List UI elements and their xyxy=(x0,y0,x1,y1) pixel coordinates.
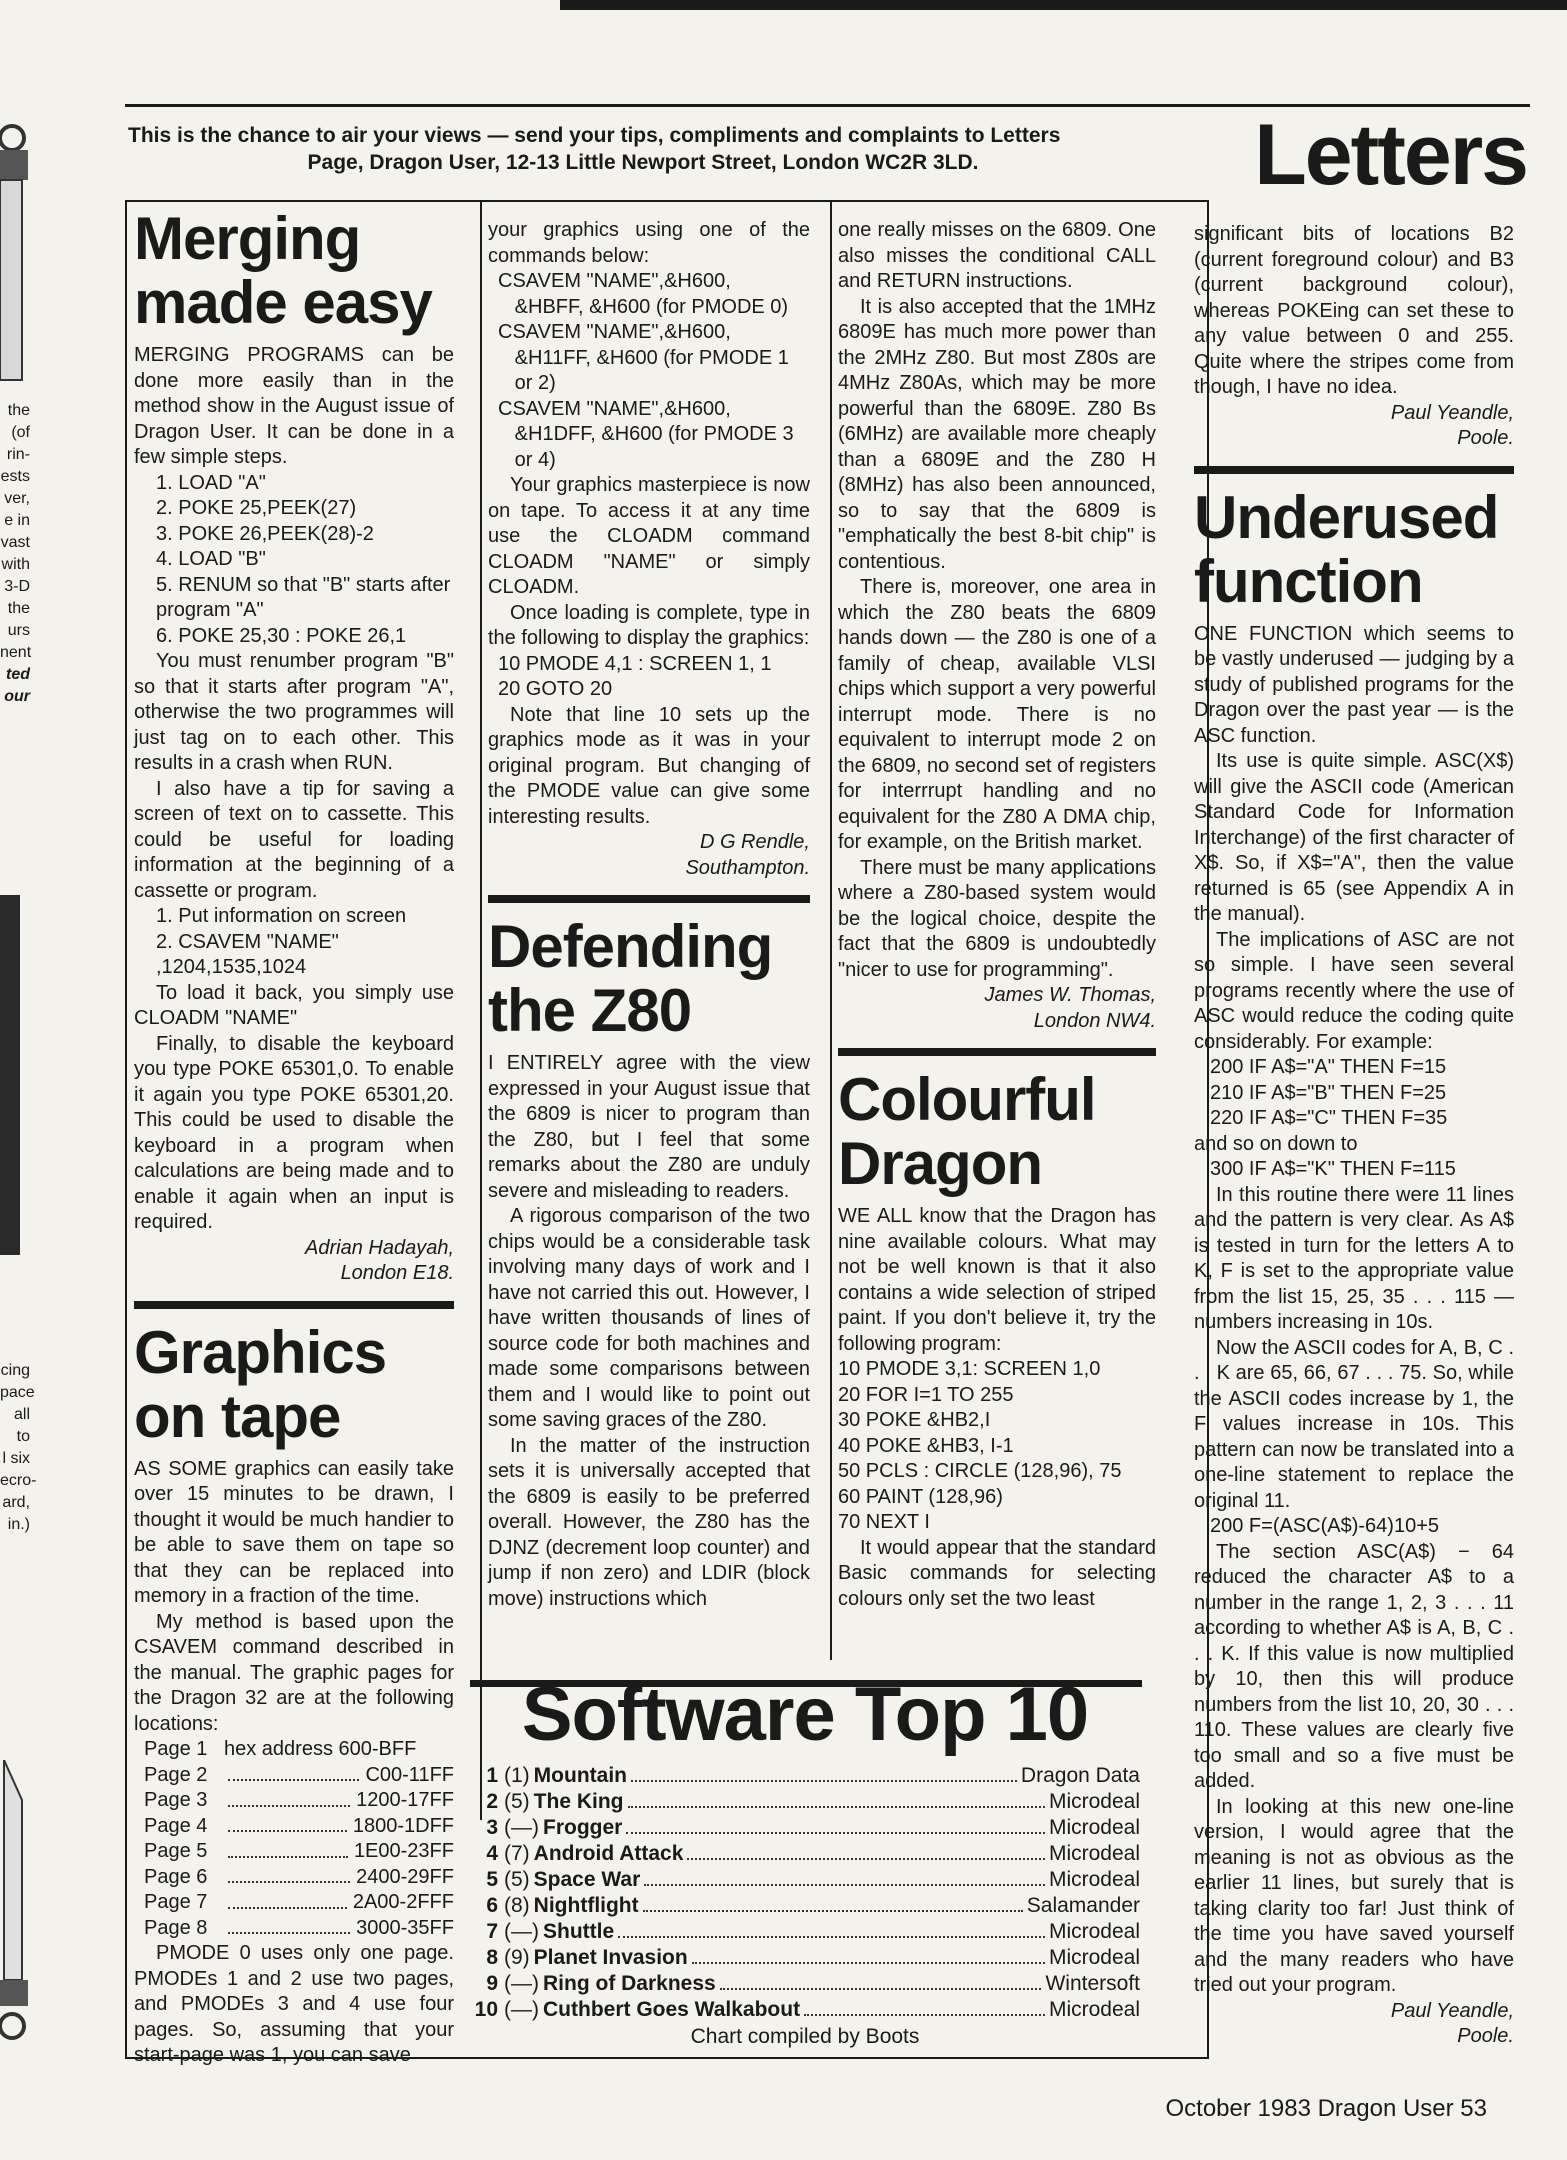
paragraph: MERGING PROGRAMS can be done more easily than in the method show in the August issue of Dragon User. It can be done in a few simple steps. xyxy=(134,344,454,468)
dot-leader xyxy=(626,1832,1045,1834)
signature-name: Paul Yeandle, xyxy=(1390,1999,1514,2022)
table-row: Page 1 hex address 600-BFF xyxy=(144,1738,417,1760)
section-title: Letters xyxy=(1254,107,1527,203)
top10-rank: 10 xyxy=(474,1998,498,2021)
list-item: 2. POKE 25,PEEK(27) xyxy=(156,497,357,519)
list-item: 3. POKE 26,PEEK(28)-2 xyxy=(156,522,374,545)
paragraph: In looking at this new one-line version, I would agree that the meaning is not as obvious as the earlier 11 lines, but surely that is taking clarity too far! Just think of the time you have saved yourself and the many readers who have tried out your program. xyxy=(1194,1795,1514,1996)
list-item: 2. CSAVEM "NAME" ,1204,1535,1024 xyxy=(156,930,339,978)
top10-game-title: The King xyxy=(533,1790,624,1813)
code-block: 200 F=(ASC(A$)-64)10+5 xyxy=(1210,1515,1440,1537)
paragraph: AS SOME graphics can easily take over 15 minutes to be drawn, I thought it would be much handier to be able to save them on tape so that they can be replaced into memory in a fraction of the time. xyxy=(134,1457,454,1607)
paragraph: You must renumber program "B" so that it starts after program "A", otherwise the two programmes will just tag on to each other. This results in a crash when RUN. xyxy=(134,650,454,774)
dot-leader xyxy=(618,1936,1045,1938)
intro-line-1: This is the chance to air your views — send your tips, compliments and complaints to Letters xyxy=(128,124,1061,147)
table-row: Page 7 2A00-2FFF xyxy=(144,1891,454,1913)
table-row: Page 3 1200-17FF xyxy=(144,1789,454,1811)
top10-row xyxy=(470,1789,1140,1815)
dot-leader xyxy=(804,2014,1045,2016)
top10-rank: 3 xyxy=(486,1816,498,1839)
column-3 xyxy=(838,218,1156,1612)
top10-rank: 4 xyxy=(486,1842,498,1865)
paragraph: Your graphics masterpiece is now on tape. To access it at any time use the CLOADM command CLOADM "NAME" or simply CLOADM. xyxy=(488,474,810,598)
signature-name: Adrian Hadayah, xyxy=(305,1236,454,1259)
signature-place: London E18. xyxy=(340,1262,454,1284)
code-block: 300 IF A$="K" THEN F=115 xyxy=(1210,1158,1456,1180)
table-row: Page 4 1800-1DFF xyxy=(144,1814,454,1837)
dagger-icon xyxy=(0,1760,30,2050)
paragraph: Finally, to disable the keyboard you type POKE 65301,0. To enable it again you type POKE 65301,20. This could be used to disable the keyboard in a program when calculations are being made and to enable it again when an input is required. xyxy=(134,1032,454,1233)
paragraph: and so on down to xyxy=(1194,1132,1358,1155)
signature-name: James W. Thomas, xyxy=(984,984,1156,1006)
paragraph: one really misses on the 6809. One also misses the conditional CALL and RETURN instructions. xyxy=(838,219,1156,292)
top10-publisher: Dragon Data xyxy=(1020,1764,1140,1787)
top10-rank: 7 xyxy=(486,1920,498,1943)
margin-image-dark xyxy=(0,895,20,1255)
paragraph: WE ALL know that the Dragon has nine available colours. What may not be well known is that it also contains a wide selection of striped paint. If you don't believe it, try the following program: xyxy=(838,1205,1156,1355)
top10-game-title: Frogger xyxy=(543,1816,623,1839)
top10-row xyxy=(470,1815,1140,1841)
paragraph: The section ASC(A$) − 64 reduced the character A$ to a number in the range 1, 2, 3 . . . 11 according to whether A$ is A, B, C . . . K. If this value is now multiplied by 10, then this will produce numbers from the list 10, 20, 30 . . . 110. These values are clearly five too small and so a five must be added. xyxy=(1194,1540,1514,1792)
code-block: 200 IF A$="A" THEN F=15 210 IF A$="B" THEN F=25 220 IF A$="C" THEN F=35 xyxy=(1210,1056,1448,1129)
list-item: 1. Put information on screen xyxy=(156,905,407,927)
paragraph: Note that line 10 sets up the graphics mode as it was in your original program. But changing of the PMODE value can give some interesting results. xyxy=(488,703,810,828)
top10-rank: 1 xyxy=(486,1764,498,1787)
top10-game-title: Nightflight xyxy=(533,1894,639,1917)
paragraph: To load it back, you simply use CLOADM "NAME" xyxy=(134,981,454,1029)
margin-dagger-bottom xyxy=(0,1760,30,2050)
list-item: 5. RENUM so that "B" starts after program "A" xyxy=(156,573,451,621)
paragraph: The implications of ASC are not so simple. I have seen several programs recently where the use of ASC would reduce the coding quite considerably. For example: xyxy=(1194,928,1514,1053)
margin-text-lower: cing pace all to l six ecro- ard, in.) xyxy=(0,1362,37,1533)
top10-game-title: Planet Invasion xyxy=(533,1946,688,1969)
paragraph: My method is based upon the CSAVEM command described in the manual. The graphic pages for the Dragon 32 are at the following locations: xyxy=(134,1610,454,1735)
column-rule-1 xyxy=(480,200,482,1820)
dagger-icon xyxy=(0,120,30,400)
top10-rank: 2 xyxy=(486,1790,498,1813)
signature-place: Poole. xyxy=(1457,2025,1514,2047)
list-item: 1. LOAD "A" xyxy=(156,471,266,494)
list-item: 4. LOAD "B" xyxy=(156,548,266,570)
code-block: 10 PMODE 4,1 : SCREEN 1, 1 20 GOTO 20 xyxy=(498,652,772,700)
top10-game-title: Space War xyxy=(533,1868,641,1891)
column-1 xyxy=(134,205,454,2069)
top10-publisher: Salamander xyxy=(1026,1894,1140,1917)
paragraph: your graphics using one of the commands below: xyxy=(488,219,810,267)
dot-leader xyxy=(631,1780,1017,1782)
paragraph: There must be many applications where a Z80-based system would be the logical choice, despite the fact that the 6809 is undoubtedly "nicer to use for programming". xyxy=(838,856,1156,981)
headline-underused: Underused function xyxy=(1194,483,1499,615)
divider-bar xyxy=(1194,466,1514,474)
table-row: Page 8 3000-35FF xyxy=(144,1916,454,1939)
top10-previous-rank: (5) xyxy=(504,1790,530,1813)
top10-publisher: Microdeal xyxy=(1048,1920,1140,1943)
signature-place: London NW4. xyxy=(1033,1009,1156,1032)
paragraph: Now the ASCII codes for A, B, C . . . K are 65, 66, 67 . . . 75. So, while the ASCII codes increase by 1, the F values increase in 10s. This pattern can now be translated into a one-line statement to replace the original 11. xyxy=(1194,1336,1514,1512)
divider-bar xyxy=(838,1048,1156,1056)
steps-list xyxy=(134,471,454,650)
dot-leader xyxy=(720,1988,1042,1990)
divider-bar xyxy=(488,895,810,903)
top10-previous-rank: (1) xyxy=(504,1764,530,1787)
top10-game-title: Android Attack xyxy=(533,1842,684,1865)
paragraph: I also have a tip for saving a screen of text on to cassette. This could be useful for loading information at the beginning of a cassette or program. xyxy=(134,777,454,902)
top10-game-title: Shuttle xyxy=(543,1920,615,1943)
table-row: Page 2 C00-11FF xyxy=(144,1763,454,1786)
headline-defending: Defending the Z80 xyxy=(488,913,773,1044)
paragraph: It would appear that the standard Basic commands for selecting colours only set the two least xyxy=(838,1536,1156,1610)
top10-row xyxy=(470,1841,1140,1867)
top10-row xyxy=(470,1919,1140,1945)
steps-list-2 xyxy=(134,904,454,981)
top10-rank: 8 xyxy=(486,1946,498,1969)
top10-previous-rank: (5) xyxy=(504,1868,530,1891)
top10-publisher: Microdeal xyxy=(1048,1816,1140,1839)
margin-dagger-top xyxy=(0,120,30,400)
top10-rank: 9 xyxy=(486,1972,498,1995)
signature-place: Poole. xyxy=(1457,427,1514,449)
signature-place: Southampton. xyxy=(685,856,810,879)
paragraph: A rigorous comparison of the two chips would be a considerable task involving many days of work and I have not carried this out. However, I have written thousands of lines of source code for both machines and made some comparisons between them and I would like to point out some saving graces of the Z80. xyxy=(488,1205,810,1431)
top10-publisher: Microdeal xyxy=(1048,1842,1140,1865)
table-row: Page 6 2400-29FF xyxy=(144,1865,454,1888)
top10-row xyxy=(470,1971,1140,1997)
software-top10 xyxy=(470,1665,1140,2049)
top-edge-bar xyxy=(560,0,1567,10)
top10-row xyxy=(470,1763,1140,1789)
paragraph: significant bits of locations B2 (current foreground colour) and B3 (current background colour), whereas POKEing can set these to any value between 0 and 255. Quite where the stripes come from though, I have no idea. xyxy=(1194,223,1514,398)
dot-leader xyxy=(687,1858,1045,1860)
top10-previous-rank: (9) xyxy=(504,1946,530,1969)
top10-previous-rank: (—) xyxy=(504,1998,539,2021)
top10-game-title: Mountain xyxy=(533,1764,627,1787)
top10-credit: Chart compiled by Boots xyxy=(690,2025,920,2048)
top10-row xyxy=(470,1997,1140,2023)
signature-name: Paul Yeandle, xyxy=(1390,401,1514,424)
top10-row xyxy=(470,1945,1140,1971)
top10-row xyxy=(470,1867,1140,1893)
headline-colourful: Colourful Dragon xyxy=(838,1066,1096,1197)
paragraph: It is also accepted that the 1MHz 6809E has much more power than the 2MHz Z80. But most Z80s are 4MHz Z80As, which may be more powerful than the 6809E. Z80 Bs (6MHz) are available more cheaply than a 6809E and the Z80 H (8MHz) has also been announced, so to say that the 6809 is "emphatically the best 8-bit chip" is contentious. xyxy=(838,295,1156,573)
code-block: 10 PMODE 3,1: SCREEN 1,0 20 FOR I=1 TO 255 30 POKE &HB2,I 40 POKE &HB3, I-1 50 PCLS : CIRCLE (128,96), 75 60 PAINT (128,96) 70 NEXT I xyxy=(838,1358,1122,1533)
column-rule-2 xyxy=(830,200,832,1660)
divider-bar xyxy=(134,1301,454,1309)
paragraph: In this routine there were 11 lines and the pattern is very clear. As A$ is tested in turn for the letters A to K, F is set to the appropriate value from the list 15, 25, 35 . . . 115 — numbers increasing in 10s. xyxy=(1194,1183,1514,1333)
top10-publisher: Microdeal xyxy=(1048,1868,1140,1891)
top10-publisher: Microdeal xyxy=(1048,1998,1140,2021)
top10-list xyxy=(470,1763,1140,2023)
top10-game-title: Cuthbert Goes Walkabout xyxy=(543,1998,801,2021)
top10-publisher: Microdeal xyxy=(1048,1946,1140,1969)
top10-rank: 5 xyxy=(486,1868,498,1891)
dot-leader xyxy=(643,1910,1023,1912)
dot-leader xyxy=(628,1806,1045,1808)
page-footer: October 1983 Dragon User 53 xyxy=(1165,2095,1487,2122)
top10-title: Software Top 10 xyxy=(521,1672,1089,1757)
paragraph: Once loading is complete, type in the following to display the graphics: xyxy=(488,601,810,649)
intro-line-2: Page, Dragon User, 12-13 Little Newport Street, London WC2R 3LD. xyxy=(307,151,979,174)
top10-previous-rank: (—) xyxy=(504,1816,539,1839)
paragraph: Its use is quite simple. ASC(X$) will give the ASCII code (American Standard Code for Information Interchange) of the first character of X$. So, if X$="A", then the value returned is 65 (see Appendix A in the manual). xyxy=(1194,750,1514,925)
paragraph: I ENTIRELY agree with the view expressed in your August issue that the 6809 is nicer to program than the Z80, but I feel that some remarks about the Z80 are unduly severe and misleading to readers. xyxy=(488,1052,810,1202)
paragraph: In the matter of the instruction sets it is universally accepted that the 6809 is easily to be preferred overall. However, the Z80 has the DJNZ (decrement loop counter) and jump if non zero) and LDIR (block move) instructions which xyxy=(488,1434,810,1610)
code-block: CSAVEM "NAME",&H600, &HBFF, &H600 (for PMODE 0) CSAVEM "NAME",&H600, &H11FF, &H600 (for PMODE 1 or 2) CSAVEM "NAME",&H600, &H1DFF, &H600 (for PMODE 3 or 4) xyxy=(498,270,794,471)
top10-row xyxy=(470,1893,1140,1919)
top10-previous-rank: (8) xyxy=(504,1894,530,1917)
page-address-table xyxy=(144,1737,454,1941)
top10-game-title: Ring of Darkness xyxy=(543,1972,716,1995)
top10-previous-rank: (7) xyxy=(504,1842,530,1865)
table-row: Page 5 1E00-23FF xyxy=(144,1840,454,1862)
dot-leader xyxy=(692,1962,1045,1964)
top10-previous-rank: (—) xyxy=(504,1920,539,1943)
top10-publisher: Microdeal xyxy=(1048,1790,1140,1813)
paragraph: ONE FUNCTION which seems to be vastly underused — judging by a study of published programs for the Dragon over the past year — is the ASC function. xyxy=(1194,622,1514,747)
top10-publisher: Wintersoft xyxy=(1045,1972,1140,1995)
list-item: 6. POKE 25,30 : POKE 26,1 xyxy=(156,624,407,647)
paragraph: PMODE 0 uses only one page. PMODEs 1 and 2 use two pages, and PMODEs 3 and 4 use four pages. So, assuming that your start-page was 1, you can save xyxy=(134,1942,454,2066)
headline-graphics: Graphics on tape xyxy=(134,1318,387,1450)
header-intro xyxy=(128,122,1158,176)
column-4 xyxy=(1194,222,1514,2050)
top10-previous-rank: (—) xyxy=(504,1972,539,1995)
dot-leader xyxy=(644,1884,1045,1886)
margin-text-upper: the (of rin- ests ver, e in vast with 3-D the urs nent ted our xyxy=(0,402,32,705)
paragraph: There is, moreover, one area in which the Z80 beats the 6809 hands down — the Z80 is one of a family of cheap, available VLSI chips which support a very powerful interrupt mode. There is no equivalent to interrupt mode 2 on the 6809, no second set of registers for interrrupt handling and no equivalent for the Z80 A DMA chip, for example, on the British market. xyxy=(838,576,1156,853)
signature-name: D G Rendle, xyxy=(699,831,810,853)
headline-merging: Merging made easy xyxy=(134,205,432,336)
column-2 xyxy=(488,218,810,1612)
top10-rank: 6 xyxy=(486,1894,498,1917)
